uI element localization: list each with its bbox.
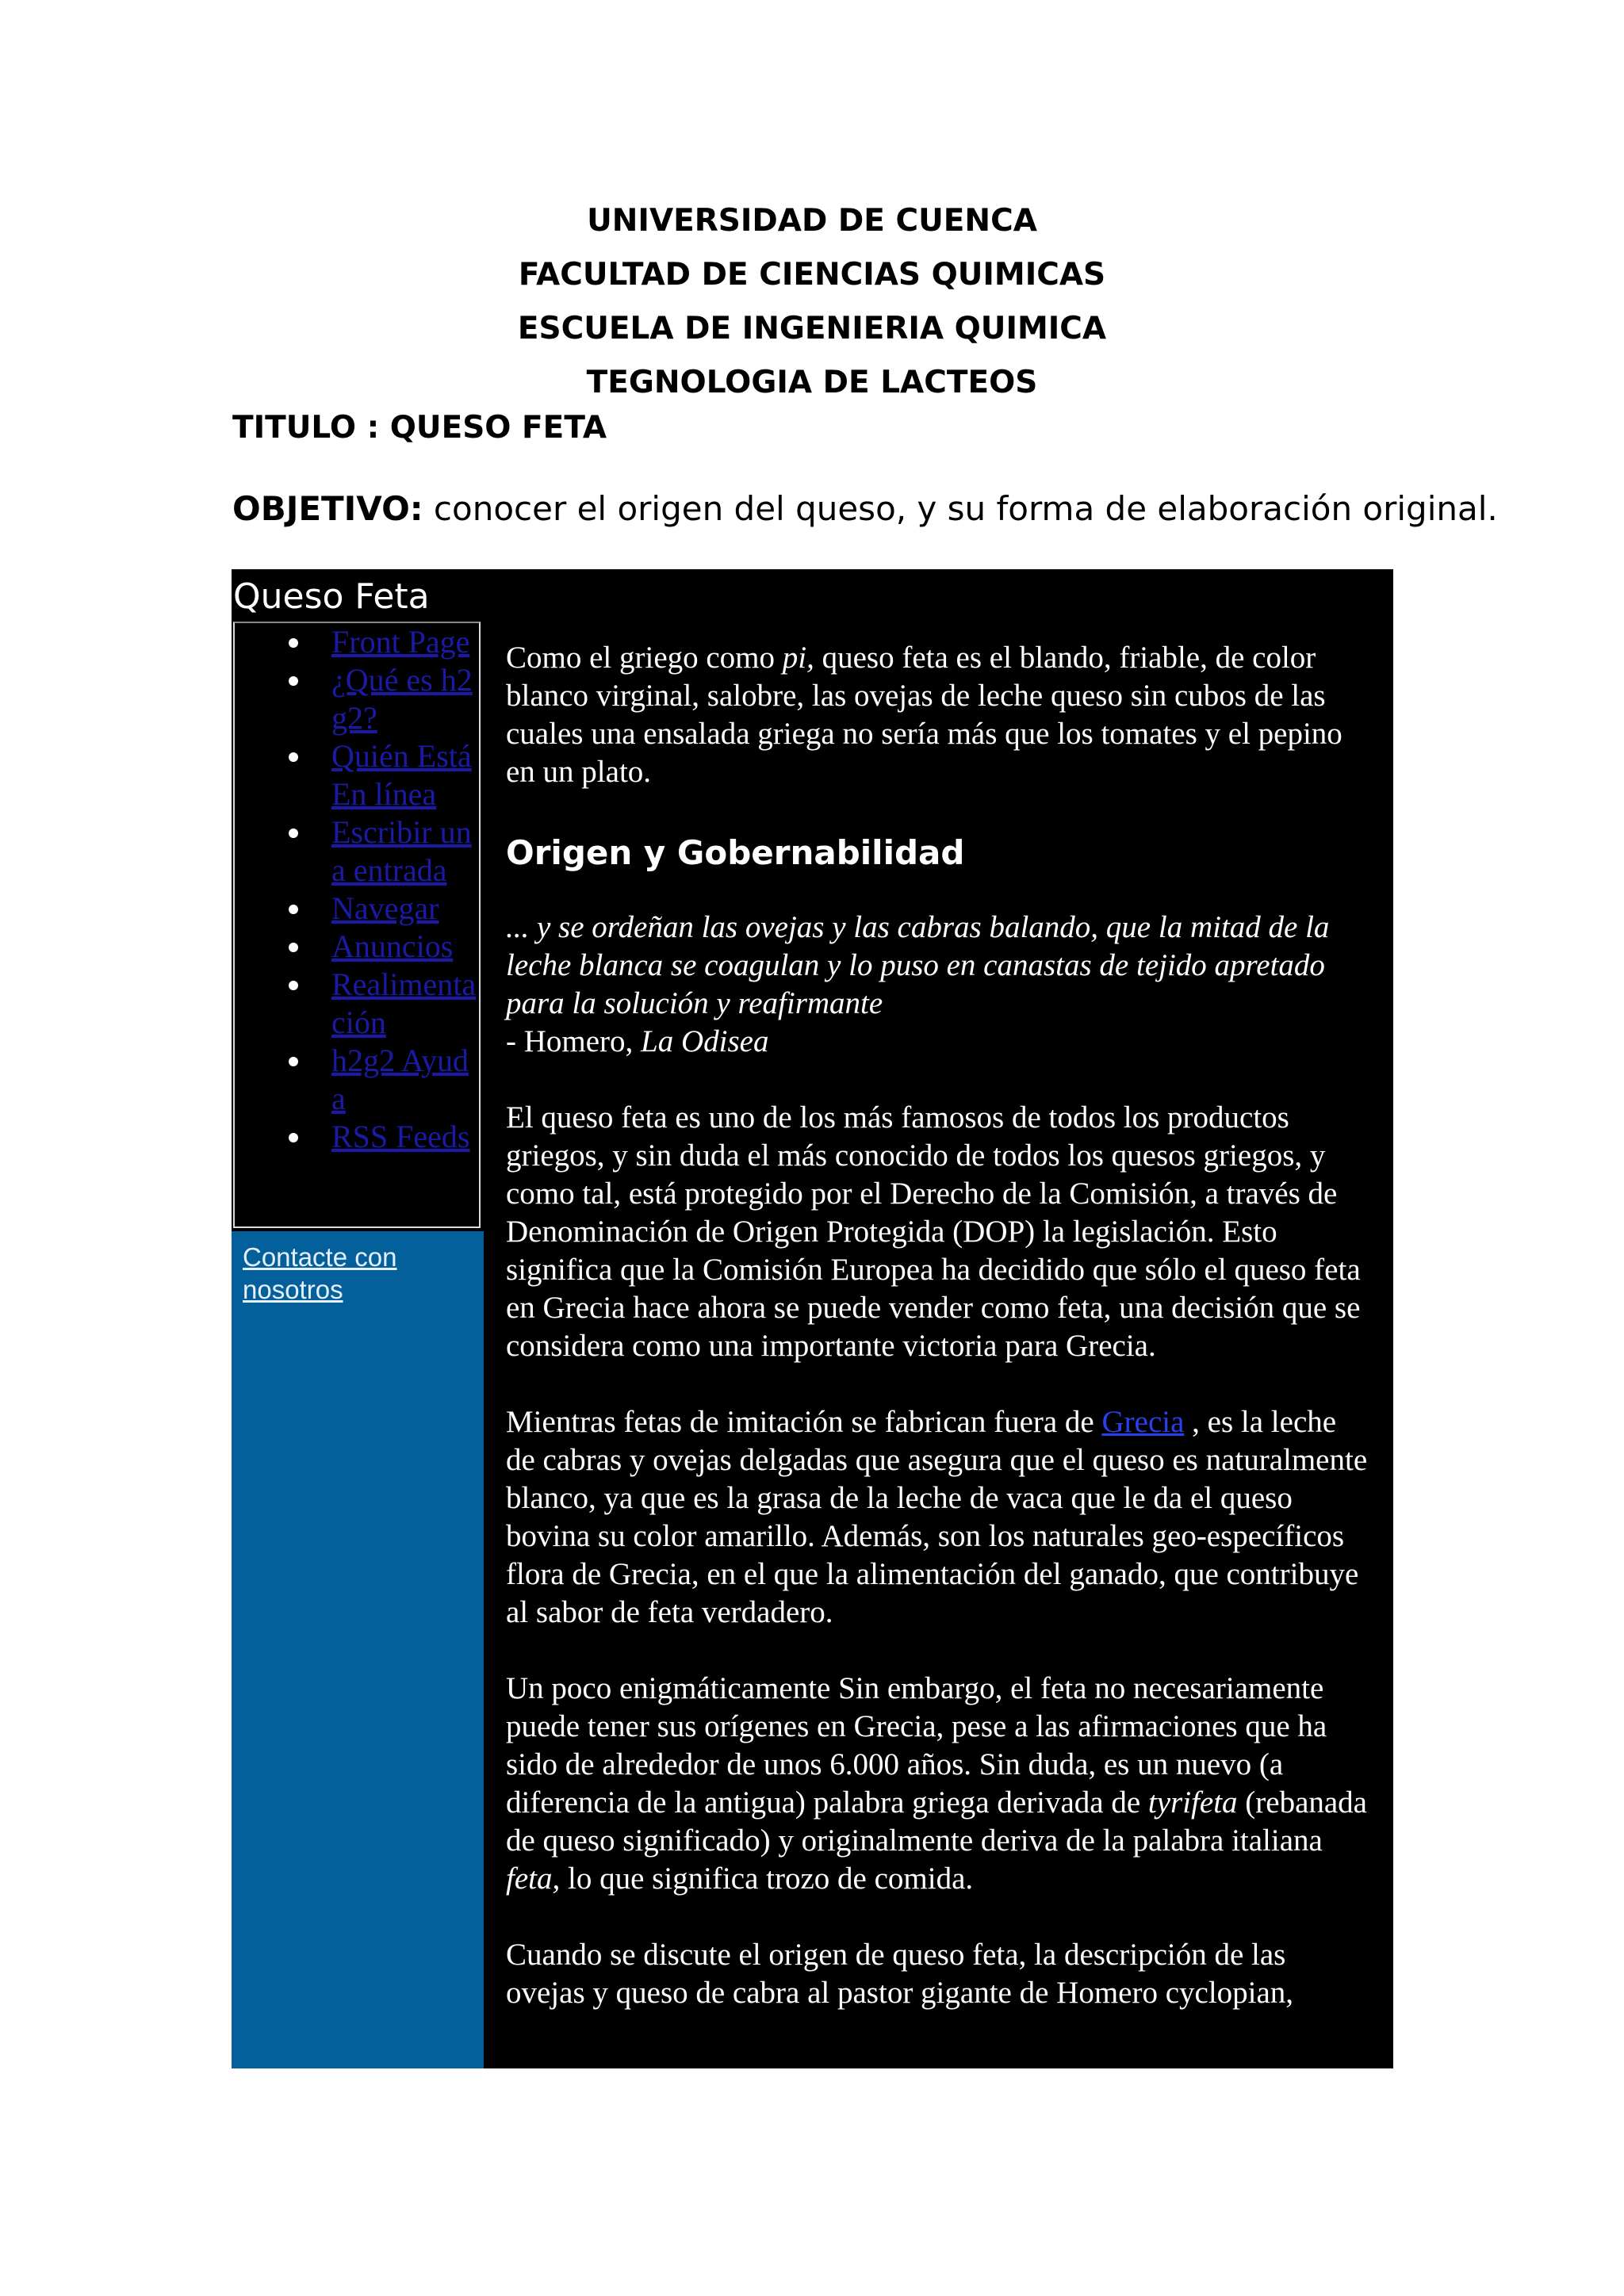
nav-link-anuncios[interactable]: Anuncios — [331, 928, 454, 964]
intro-paragraph: Como el griego como pi, queso feta es el blando, friable, de color blanco virginal, salobre, las ovejas de leche queso sin cubos de las cuales una ensalada griega no sería más que los tomates y el pepino en un plato. — [506, 641, 1342, 789]
nav-item-rss — [235, 1118, 479, 1156]
nav-link-navegar[interactable]: Navegar — [331, 890, 439, 926]
objective-text: conocer el origen del queso, y su forma de elaboración original. — [423, 489, 1498, 528]
article-body — [506, 639, 1370, 2050]
bullet-icon — [289, 828, 298, 838]
grecia-link[interactable]: Grecia — [1101, 1405, 1185, 1439]
nav-item-realimentacion — [235, 966, 479, 1042]
document-title: TITULO : QUESO FETA — [232, 410, 607, 446]
nav-link-que-es[interactable]: ¿Qué es h2g2? — [331, 662, 473, 736]
contact-panel — [232, 1231, 484, 2068]
course-name: TEGNOLOGIA DE LACTEOS — [586, 365, 1038, 400]
nav-link-realimentacion[interactable]: Realimentación — [331, 966, 477, 1040]
bullet-icon — [289, 676, 298, 686]
nav-link-ayuda[interactable]: h2g2 Ayuda — [331, 1043, 469, 1116]
school-name: ESCUELA DE INGENIERIA QUIMICA — [517, 311, 1107, 346]
nav-link-escribir[interactable]: Escribir una entrada — [331, 814, 472, 888]
bullet-icon — [289, 943, 298, 952]
bullet-icon — [289, 905, 298, 914]
nav-link-rss[interactable]: RSS Feeds — [331, 1119, 470, 1154]
university-name: UNIVERSIDAD DE CUENCA — [587, 203, 1037, 239]
paragraph-origin: Un poco enigmáticamente Sin embargo, el feta no necesariamente puede tener sus orígenes en Grecia, pese a las afirmaciones que ha sido de alrededor de unos 6.000 años. Sin duda, es un nuevo (a diferencia de la antigua) palabra griega derivada de tyrifeta (rebanada de queso significado) y originalmente deriva de la palabra italiana feta, lo que significa trozo de comida. — [506, 1671, 1367, 1896]
section-heading: Origen y Gobernabilidad — [506, 833, 965, 872]
quote-block — [506, 909, 1370, 1061]
nav-item-que-es — [235, 661, 479, 737]
paragraph-last: Cuando se discute el origen de queso feta, la descripción de las ovejas y queso de cabra al pastor gigante de Homero cyclopian, — [506, 1938, 1294, 2010]
paragraph-dop: El queso feta es uno de los más famosos de todos los productos griegos, y sin duda el más conocido de todos los quesos griegos, y como tal, está protegido por el Derecho de la Comisión, a través de Denominación de Origen Protegida (DOP) la legislación. Esto significa que la Comisión Europea ha decidido que sólo el queso feta en Grecia hace ahora se puede vender como feta, una decisión que se considera como una importante victoria para Grecia. — [506, 1100, 1361, 1363]
nav-item-escribir — [235, 813, 479, 890]
bullet-icon — [289, 1133, 298, 1142]
bullet-icon — [289, 981, 298, 990]
faculty-name: FACULTAD DE CIENCIAS QUIMICAS — [518, 257, 1106, 293]
nav-item-anuncios — [235, 928, 479, 966]
nav-item-quien-esta — [235, 737, 479, 813]
bullet-icon — [289, 1057, 298, 1066]
quote-work: La Odisea — [641, 1024, 769, 1058]
contact-link[interactable]: Contacte con nosotros — [243, 1242, 397, 1304]
sidebar-nav — [233, 622, 481, 1228]
nav-link-quien-esta[interactable]: Quién Está En línea — [331, 738, 472, 812]
objective-label: OBJETIVO: — [232, 489, 423, 528]
quote-attribution: - Homero, — [506, 1024, 642, 1058]
nav-item-front-page — [235, 623, 479, 661]
quote-text: ... y se ordeñan las ovejas y las cabras balando, que la mitad de la leche blanca se coagulan y lo puso en canastas de tejido apretado para la solución y reafirmante — [506, 910, 1330, 1020]
nav-link-front-page[interactable]: Front Page — [331, 624, 470, 660]
embedded-webpage-screenshot — [232, 569, 1393, 2068]
document-header — [0, 194, 1624, 410]
bullet-icon — [289, 752, 298, 762]
nav-item-navegar — [235, 890, 479, 928]
webpage-title: Queso Feta — [233, 576, 430, 617]
paragraph-imitation: Mientras fetas de imitación se fabrican fuera de Grecia , es la leche de cabras y ovejas delgadas que asegura que el queso es naturalmente blanco, ya que es la grasa de la leche de vaca que le da el queso bovina su color amarillo. Además, son los naturales geo-específicos flora de Grecia, en el que la alimentación del ganado, que contribuye al sabor de feta verdadero. — [506, 1405, 1368, 1629]
bullet-icon — [289, 638, 298, 648]
nav-item-ayuda — [235, 1042, 479, 1118]
objective — [232, 489, 1498, 528]
